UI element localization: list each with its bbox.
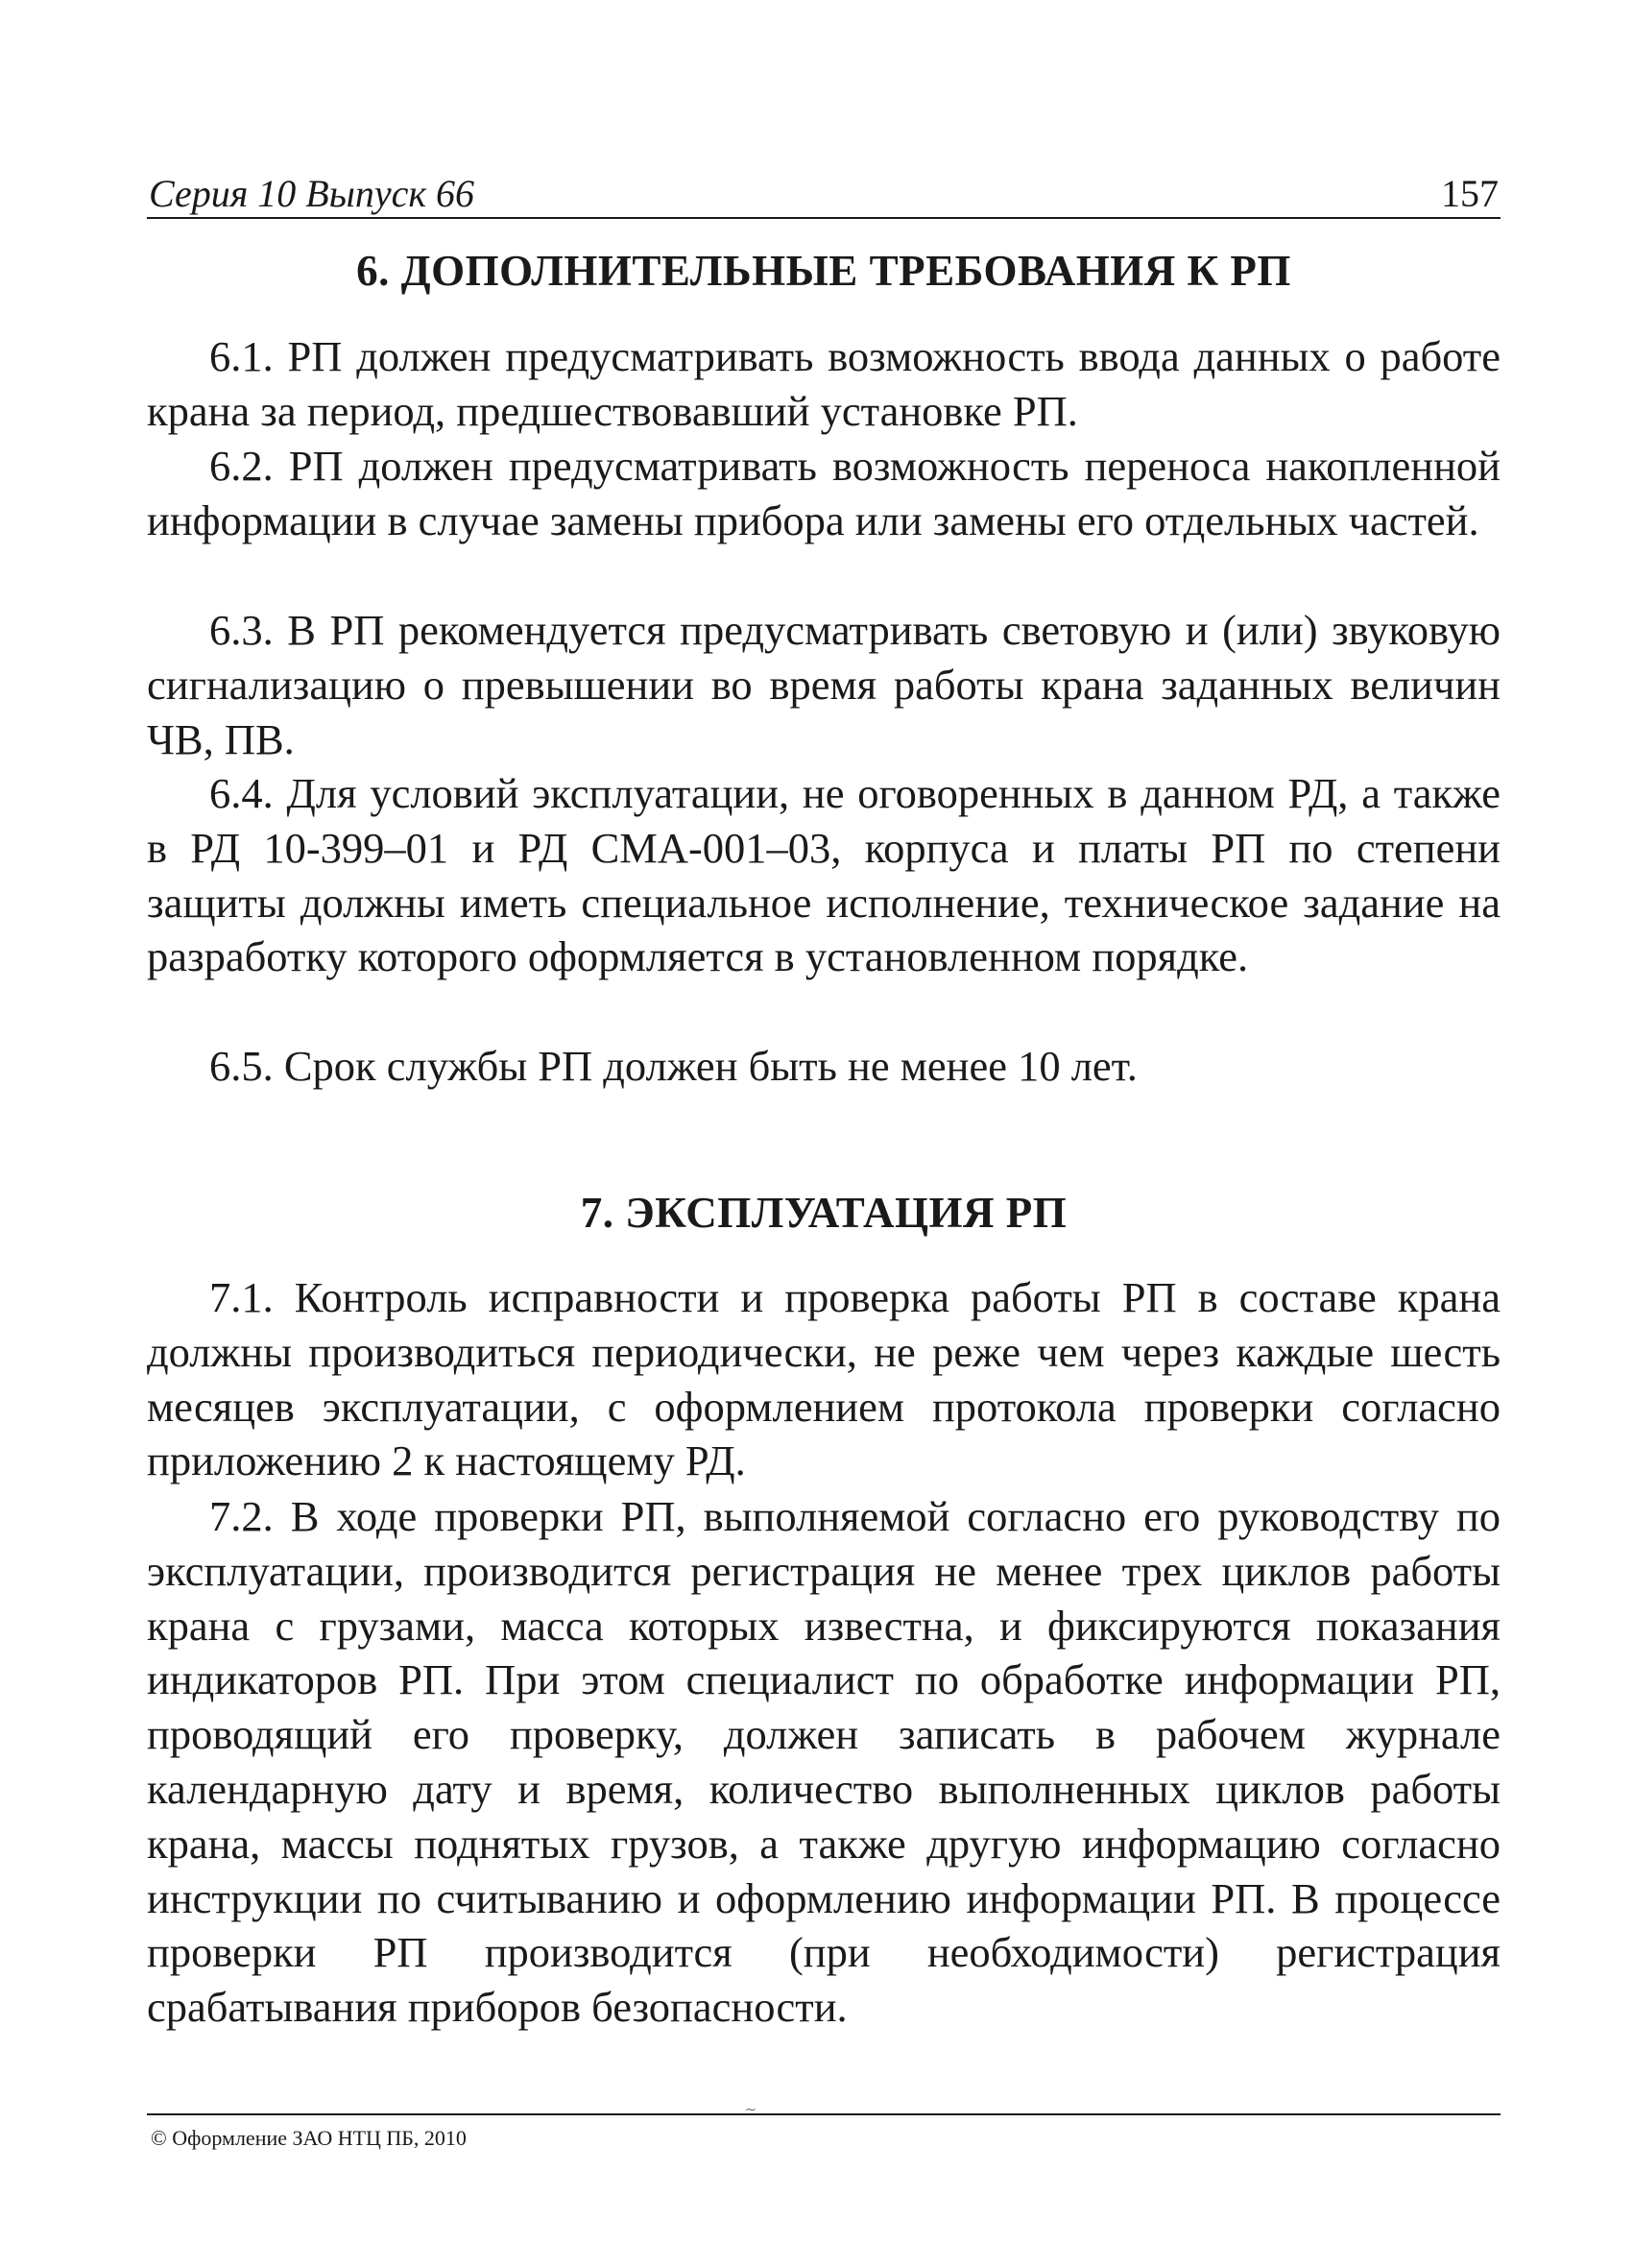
page-number: 157 <box>1441 172 1499 215</box>
paragraph-6-2: 6.2. РП должен предусматривать возможность переноса накопленной информации в случае замены прибора или замены его отдельных частей. <box>147 442 1501 544</box>
running-header <box>147 171 1501 219</box>
paragraph-7-2: 7.2. В ходе проверки РП, выполняемой согласно его руководству по эксплуатации, производится регистрация не менее трех циклов работы крана с грузами, масса которых известна, и фиксируются показания индикаторов РП. При этом специалист по обработке информации РП, проводящий его проверку, должен записать в рабочем журнале календарную дату и время, количество выполненных циклов работы крана, массы поднятых грузов, а также другую информацию согласно инструкции по считыванию и оформлению информации РП. В процессе проверки РП производится (при необходимости) регистрация срабатывания приборов безопасности. <box>147 1492 1501 2032</box>
paragraph-7-1: 7.1. Контроль исправности и проверка работы РП в составе крана должны производиться периодически, не реже чем через каждые шесть месяцев эксплуатации, с оформлением протокола проверки согласно приложению 2 к настоящему РД. <box>147 1273 1501 1485</box>
paragraph-6-1: 6.1. РП должен предусматривать возможность ввода данных о работе крана за период, предшествовавший установке РП. <box>147 332 1501 435</box>
paragraph-6-3: 6.3. В РП рекомендуется предусматривать световую и (или) звуковую сигнализацию о превышении во время работы крана заданных величин ЧВ, ПВ. <box>147 606 1501 763</box>
footer-divider <box>147 2113 1501 2115</box>
copyright-notice: © Оформление ЗАО НТЦ ПБ, 2010 <box>151 2126 467 2150</box>
section-7-heading: 7. ЭКСПЛУАТАЦИЯ РП <box>580 1189 1068 1237</box>
section-6-heading: 6. ДОПОЛНИТЕЛЬНЫЕ ТРЕБОВАНИЯ К РП <box>356 247 1291 295</box>
series-title: Серия 10 Выпуск 66 <box>149 172 475 215</box>
paragraph-6-4: 6.4. Для условий эксплуатации, не оговоренных в данном РД, а также в РД 10-399–01 и РД СМА-001–03, корпуса и платы РП по степени защиты должны иметь специальное исполнение, техническое задание на разработку которого оформляется в установленном порядке. <box>147 769 1501 981</box>
footer-mark: ∼ <box>744 2102 757 2118</box>
paragraph-6-5: 6.5. Срок службы РП должен быть не менее 10 лет. <box>209 1042 1138 1090</box>
